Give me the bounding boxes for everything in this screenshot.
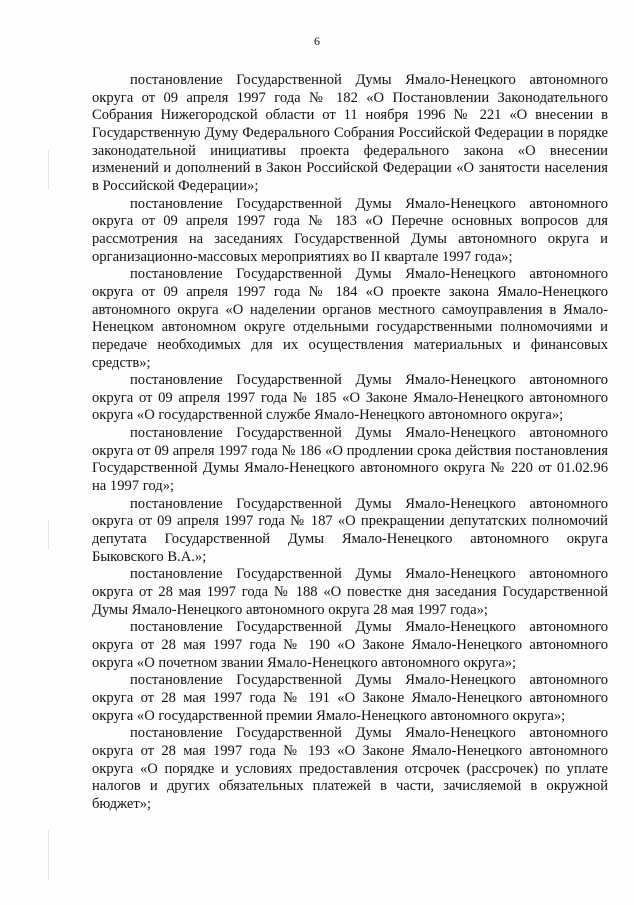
resolution-paragraph: постановление Государственной Думы Ямало-Ненецкого автономного округа от 09 апреля 1997 года № 184 «О проекте закона Ямало-Ненецкого автономного округа «О наделении органов местного самоуправления в Ямало-Ненецком автономном округе отдельными государственными полномочиями и передаче необходимых для их осуществления материальных и финансовых средств»;: [92, 266, 608, 371]
page-number: 6: [314, 34, 320, 48]
resolution-paragraph: постановление Государственной Думы Ямало-Ненецкого автономного округа от 28 мая 1997 года № 190 «О Законе Ямало-Ненецкого автономного округа «О почетном звании Ямало-Ненецкого автономного округа»;: [92, 619, 608, 671]
resolution-paragraph: постановление Государственной Думы Ямало-Ненецкого автономного округа от 09 апреля 1997 года № 182 «О Постановлении Законодательного Собрания Нижегородской области от 11 ноября 1996 № 221 «О внесении в Государственную Думу Федерального Собрания Российской Федерации в порядке законодательной инициативы проекта федерального закона «О внесении изменений и дополнений в Закон Российской Федерации «О занятости населения в Российской Федерации»;: [92, 72, 608, 194]
resolution-paragraph: постановление Государственной Думы Ямало-Ненецкого автономного округа от 28 мая 1997 года № 191 «О Законе Ямало-Ненецкого автономного округа «О государственной премии Ямало-Ненецкого автономного округа»;: [92, 672, 608, 724]
resolution-paragraph: постановление Государственной Думы Ямало-Ненецкого автономного округа от 28 мая 1997 года № 188 «О повестке дня заседания Государственной Думы Ямало-Ненецкого автономного округа 28 мая 1997 года»;: [92, 566, 608, 618]
scan-edge-mark: [48, 830, 49, 880]
resolution-paragraph: постановление Государственной Думы Ямало-Ненецкого автономного округа от 09 апреля 1997 года № 186 «О продлении срока действия постановления Государственной Думы Ямало-Ненецкого автономного округа № 220 от 01.02.96 на 1997 год»;: [92, 425, 608, 495]
document-body: [92, 72, 608, 814]
resolution-paragraph: постановление Государственной Думы Ямало-Ненецкого автономного округа от 09 апреля 1997 года № 183 «О Перечне основных вопросов для рассмотрения на заседаниях Государственной Думы автономного округа и организационно-массовых мероприятиях во II квартале 1997 года»;: [92, 195, 608, 265]
scan-edge-mark: [48, 520, 49, 550]
scan-edge-mark: [48, 150, 49, 190]
resolution-paragraph: постановление Государственной Думы Ямало-Ненецкого автономного округа от 09 апреля 1997 года № 185 «О Законе Ямало-Ненецкого автономного округа «О государственной службе Ямало-Ненецкого автономного округа»;: [92, 372, 608, 424]
resolution-paragraph: постановление Государственной Думы Ямало-Ненецкого автономного округа от 09 апреля 1997 года № 187 «О прекращении депутатских полномочий депутата Государственной Думы Ямало-Ненецкого автономного округа Быковского В.А.»;: [92, 495, 608, 565]
resolution-paragraph: постановление Государственной Думы Ямало-Ненецкого автономного округа от 28 мая 1997 года № 193 «О Законе Ямало-Ненецкого автономного округа «О порядке и условиях предоставления отсрочек (рассрочек) по уплате налогов и других обязательных платежей в части, зачисляемой в окружной бюджет»;: [92, 725, 608, 812]
